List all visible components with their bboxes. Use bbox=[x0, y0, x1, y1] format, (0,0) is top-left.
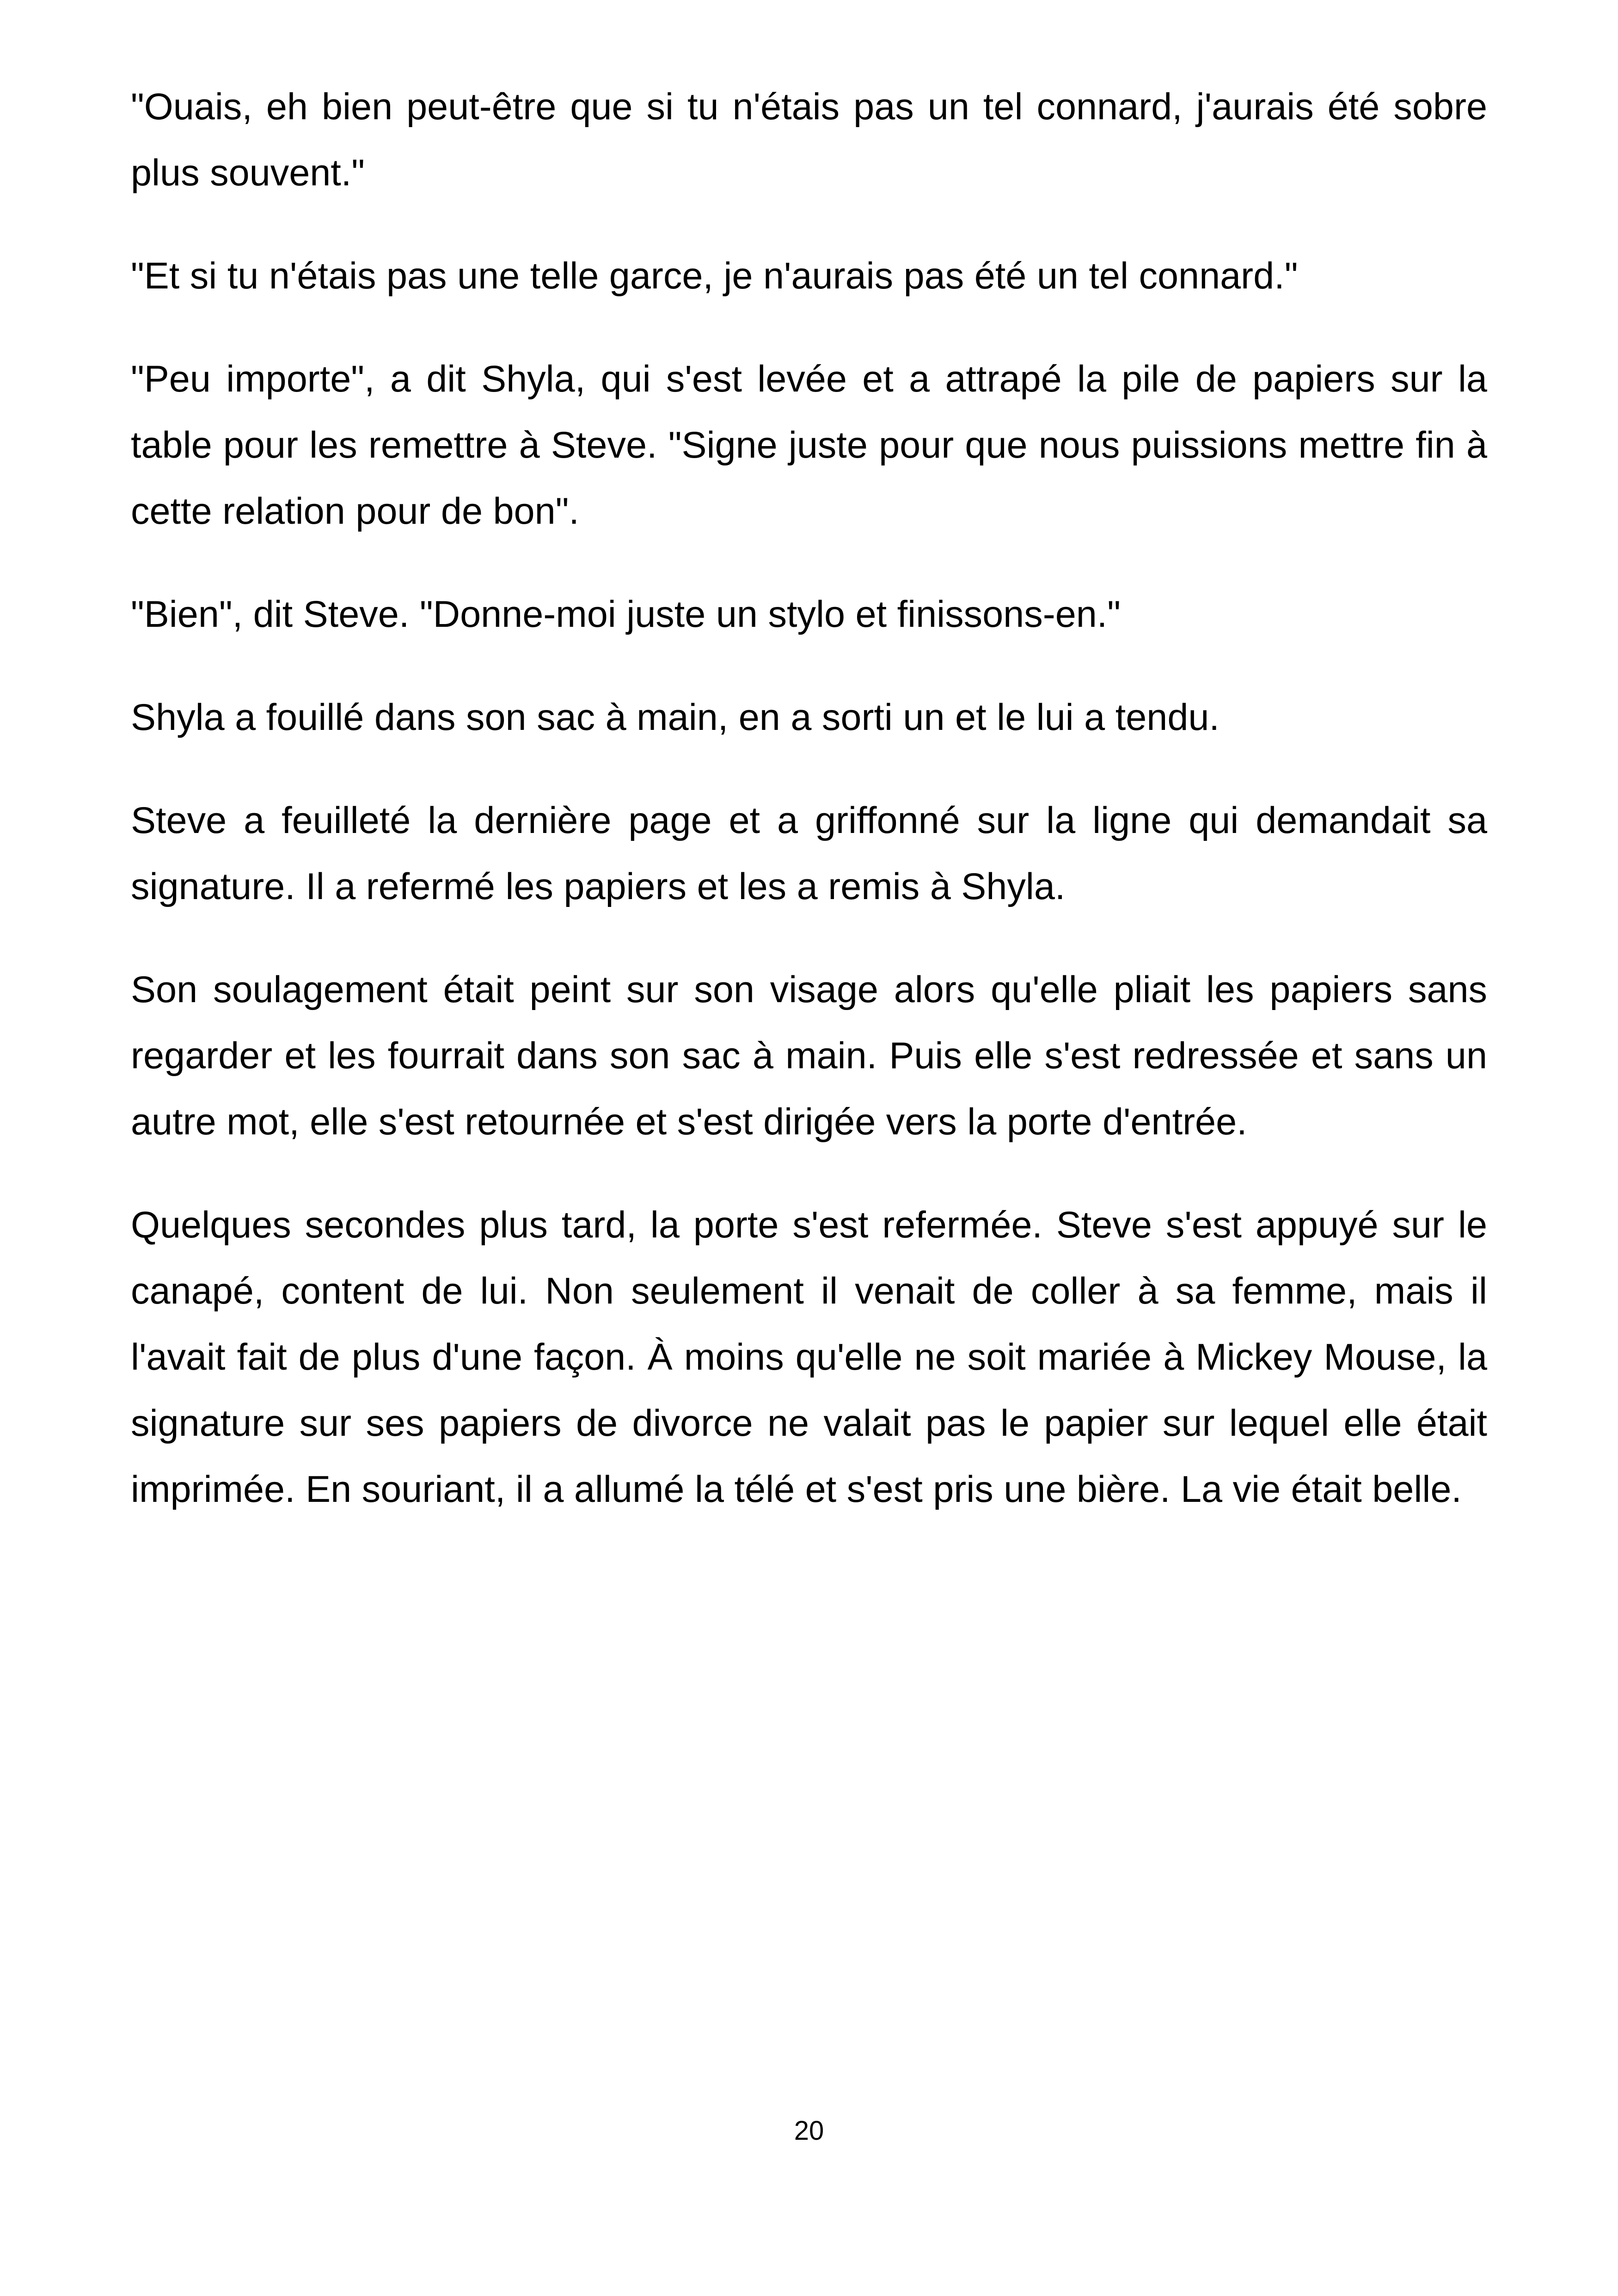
paragraph-1: "Ouais, eh bien peut-être que si tu n'étais pas un tel connard, j'aurais été sobre plus souvent." bbox=[131, 86, 1487, 194]
paragraph-2: "Et si tu n'étais pas une telle garce, je n'aurais pas été un tel connard." bbox=[131, 255, 1298, 297]
paragraph-3: "Peu importe", a dit Shyla, qui s'est levée et a attrapé la pile de papiers sur la table pour les remettre à Steve. "Signe juste pour que nous puissions mettre fin à cette relation pour de bon". bbox=[131, 358, 1487, 532]
paragraph-5: Shyla a fouillé dans son sac à main, en a sorti un et le lui a tendu. bbox=[131, 697, 1220, 738]
page-number: 20 bbox=[794, 2116, 824, 2146]
body-text bbox=[131, 74, 1487, 1560]
paragraph-4: "Bien", dit Steve. "Donne-moi juste un stylo et finissons-en." bbox=[131, 594, 1121, 635]
paragraph-8: Quelques secondes plus tard, la porte s'est refermée. Steve s'est appuyé sur le canapé, content de lui. Non seulement il venait de coller à sa femme, mais il l'avait fait de plus d'une façon. À moins qu'elle ne soit mariée à Mickey Mouse, la signature sur ses papiers de divorce ne valait pas le papier sur lequel elle était imprimée. En souriant, il a allumé la télé et s'est pris une bière. La vie était belle. bbox=[131, 1204, 1487, 1510]
paragraph-6: Steve a feuilleté la dernière page et a griffonné sur la ligne qui demandait sa signature. Il a refermé les papiers et les a remis à Shyla. bbox=[131, 800, 1487, 907]
paragraph-7: Son soulagement était peint sur son visage alors qu'elle pliait les papiers sans regarder et les fourrait dans son sac à main. Puis elle s'est redressée et sans un autre mot, elle s'est retournée et s'est dirigée vers la porte d'entrée. bbox=[131, 969, 1487, 1143]
